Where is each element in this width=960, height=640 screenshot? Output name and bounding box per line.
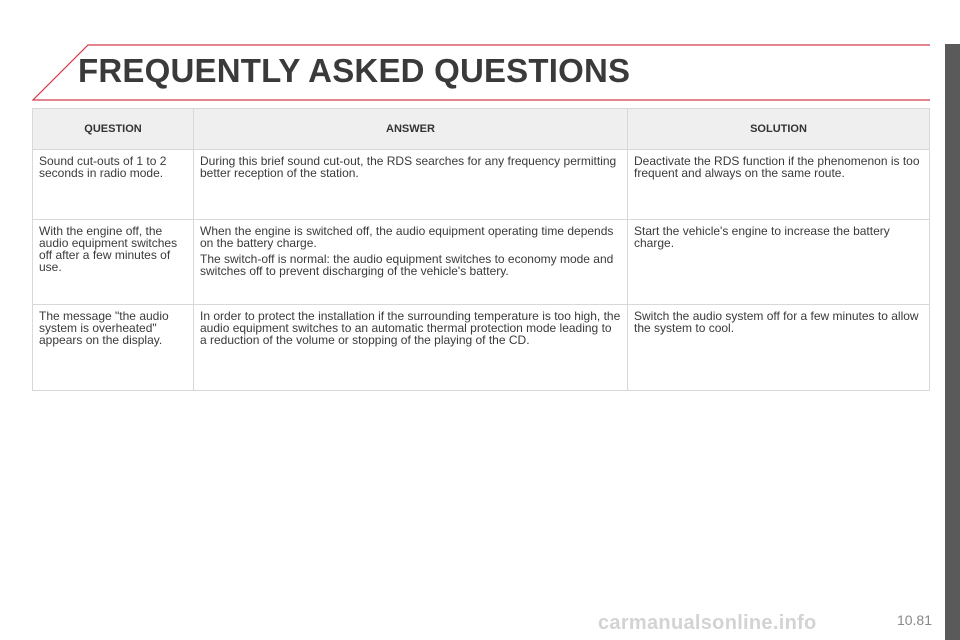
question-text: With the engine off, the audio equipment switches off after a few minutes of use.	[39, 224, 178, 274]
solution-text: Switch the audio system off for a few minutes to allow the system to cool.	[634, 309, 919, 335]
table-row	[33, 150, 930, 220]
solution-cell	[628, 220, 930, 305]
question-cell	[33, 150, 194, 220]
solution-cell	[628, 150, 930, 220]
page-number: 10.81	[896, 612, 932, 628]
table-row	[33, 220, 930, 305]
answer-text: During this brief sound cut-out, the RDS searches for any frequency permitting better reception of the station.	[200, 154, 617, 180]
column-header-answer: ANSWER	[194, 109, 628, 150]
watermark: carmanualsonline.info	[598, 612, 817, 634]
answer-text: In order to protect the installation if the surrounding temperature is too high, the audio equipment switches to an automatic thermal protection mode leading to a reduction of the volume or stopping of the playing of the CD.	[200, 309, 621, 347]
question-text: The message "the audio system is overheated" appears on the display.	[39, 309, 169, 347]
answer-cell	[194, 150, 628, 220]
answer-cell	[194, 305, 628, 391]
answer-text: The switch-off is normal: the audio equipment switches to economy mode and switches off to prevent discharging of the vehicle's battery.	[200, 252, 614, 278]
question-cell	[33, 305, 194, 391]
solution-cell	[628, 305, 930, 391]
answer-cell	[194, 220, 628, 305]
solution-text: Deactivate the RDS function if the phenomenon is too frequent and always on the same route.	[634, 154, 920, 180]
table-row	[33, 305, 930, 391]
page-title: FREQUENTLY ASKED QUESTIONS	[78, 52, 631, 89]
question-cell	[33, 220, 194, 305]
answer-text: When the engine is switched off, the audio equipment operating time depends on the battery charge.	[200, 224, 614, 250]
column-header-solution: SOLUTION	[628, 109, 930, 150]
table-header-row	[33, 109, 930, 150]
solution-text: Start the vehicle's engine to increase the battery charge.	[634, 224, 890, 250]
faq-table	[32, 108, 930, 391]
question-text: Sound cut-outs of 1 to 2 seconds in radio mode.	[39, 154, 167, 180]
chapter-tab	[945, 44, 960, 640]
column-header-question: QUESTION	[33, 109, 194, 150]
